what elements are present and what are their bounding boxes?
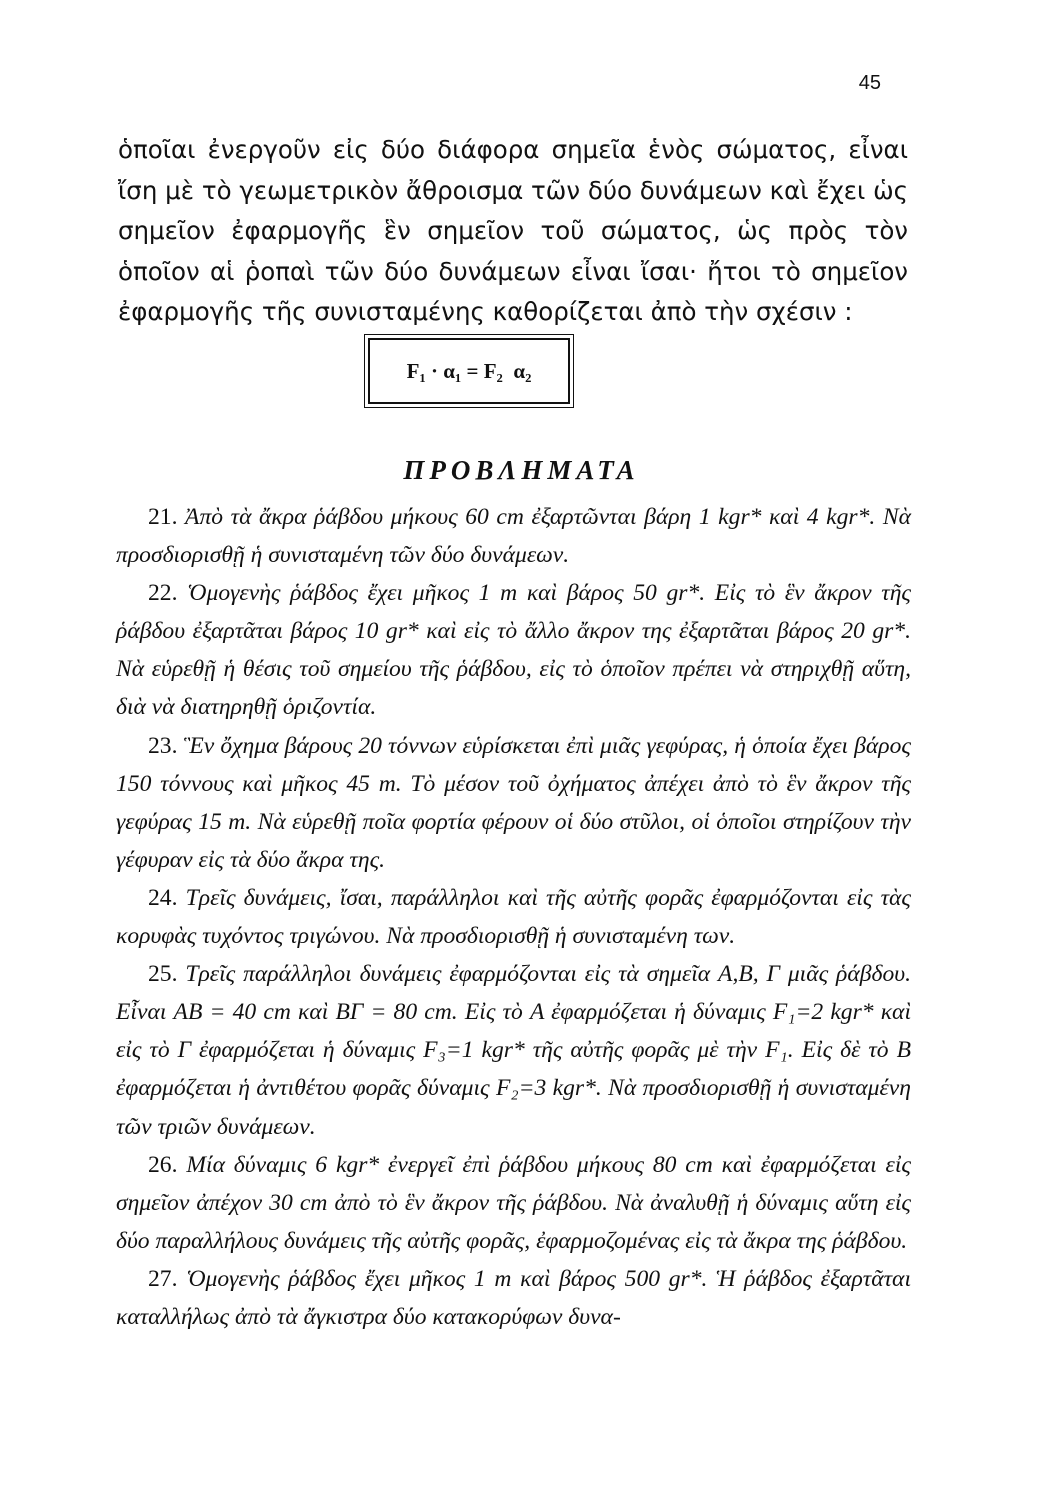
formula-box: F₁ · α₁ = F₂ α₂ [368,338,570,404]
problem-number: 26. [148,1151,178,1178]
problem-number: 24. [148,884,178,911]
problem-23 [116,727,911,879]
problem-text: Ἓν ὄχημα βάρους 20 τόννων εὑρίσκεται ἐπὶ μιᾶς γεφύρας, ἡ ὁποία ἔχει βάρος 150 τόννους καὶ μῆκος 45 m. Τὸ μέσον τοῦ ὀχήματος ἀπέχει ἀπὸ τὸ ἓν ἄκρον τῆς γεφύρας 15 m. Νὰ εὑρεθῇ ποῖα φορτία φέρουν οἱ δύο στῦλοι, οἱ ὁποῖοι στηρίζουν τὴν γέφυραν εἰς τὰ δύο ἄκρα της. [116,732,911,873]
problem-number: 21. [148,504,178,530]
problem-text: Τρεῖς δυνάμεις, ἴσαι, παράλληλοι καὶ τῆς αὐτῆς φορᾶς ἐφαρμόζονται εἰς τὰς κορυφὰς τυχόντος τριγώνου. Νὰ προσδιορισθῇ ἡ συνισταμένη των. [116,884,911,950]
problem-25 [116,955,911,1145]
problem-text: Μία δύναμις 6 kgr* ἐνεργεῖ ἐπὶ ῥάβδου μήκους 80 cm καὶ ἐφαρμόζεται εἰς σημεῖον ἀπέχον 30 cm ἀπὸ τὸ ἓν ἄκρον τῆς ῥάβδου. Νὰ ἀναλυθῇ ἡ δύναμις αὕτη εἰς δύο παραλλήλους δυνάμεις τῆς αὐτῆς φορᾶς, ἐφαρμοζομένας εἰς τὰ ἄκρα της ῥάβδου. [116,1151,911,1254]
problem-text: Ἀπὸ τὰ ἄκρα ῥάβδου μήκους 60 cm ἐξαρτῶνται βάρη 1 kgr* καὶ 4 kgr*. Νὰ προσδιορισθῇ ἡ συνισταμένη τῶν δύο δυνάμεων. [116,504,911,569]
problem-text: Τρεῖς παράλληλοι δυνάμεις ἐφαρμόζονται εἰς τὰ σημεῖα A,B, Γ μιᾶς ῥάβδου. Εἶναι AB = 40 cm καὶ BΓ = 80 cm. Εἰς τὸ A ἐφαρμόζεται ἡ δύναμις F₁=2 kgr* καὶ εἰς τὸ Γ ἐφαρμόζεται ἡ δύναμις F₃=1 kgr* τῆς αὐτῆς φορᾶς μὲ τὴν F₁. Εἰς δὲ τὸ B ἐφαρμόζεται ἡ ἀντιθέτου φορᾶς δύναμις F₂=3 kgr*. Νὰ προσδιορισθῇ ἡ συνισταμένη τῶν τριῶν δυνάμεων. [116,961,911,1140]
problem-number: 25. [148,961,178,988]
problem-27 [116,1260,911,1336]
problem-text: Ὁμογενὴς ῥάβδος ἔχει μῆκος 1 m καὶ βάρος 50 gr*. Εἰς τὸ ἓν ἄκρον τῆς ῥάβδου ἐξαρτᾶται βάρος 10 gr* καὶ εἰς τὸ ἄλλο ἄκρον της ἐξαρτᾶται βάρος 20 gr*. Νὰ εὑρεθῇ ἡ θέσις τοῦ σημείου τῆς ῥάβδου, εἰς τὸ ὁποῖον πρέπει νὰ στηριχθῇ αὕτη, διὰ νὰ διατηρηθῇ ὁριζοντία. [116,580,911,721]
problem-number: 22. [148,580,178,607]
section-heading: ΠΡΟΒΛΗΜΑΤΑ [403,455,640,485]
intro-paragraph: ὁποῖαι ἐνεργοῦν εἰς δύο διάφορα σημεῖα ἑνὸς σώματος, εἶναι ἴση μὲ τὸ γεωμετρικὸν ἄθροισμα τῶν δύο δυνάμεων καὶ ἔχει ὡς σημεῖον ἐφαρμογῆς ἓν σημεῖον τοῦ σώματος, ὡς πρὸς τὸν ὁποῖον αἱ ῥοπαὶ τῶν δύο δυνάμεων εἶναι ἴσαι· ἤτοι τὸ σημεῖον ἐφαρμογῆς τῆς συνισταμένης καθορίζεται ἀπὸ τὴν σχέσιν : [118,135,908,326]
problem-22 [116,574,911,726]
problem-number: 27. [148,1265,178,1292]
page-number: 45 [858,72,881,94]
problem-26 [116,1146,911,1260]
problem-text: Ὁμογενὴς ῥάβδος ἔχει μῆκος 1 m καὶ βάρος 500 gr*. Ἡ ῥάβδος ἐξαρτᾶται καταλλήλως ἀπὸ τὰ ἄγκιστρα δύο κατακορύφων δυνα- [116,1265,911,1330]
problems-list [116,498,911,1336]
problem-24 [116,879,911,955]
problem-21 [116,498,911,574]
problem-number: 23. [148,732,178,759]
